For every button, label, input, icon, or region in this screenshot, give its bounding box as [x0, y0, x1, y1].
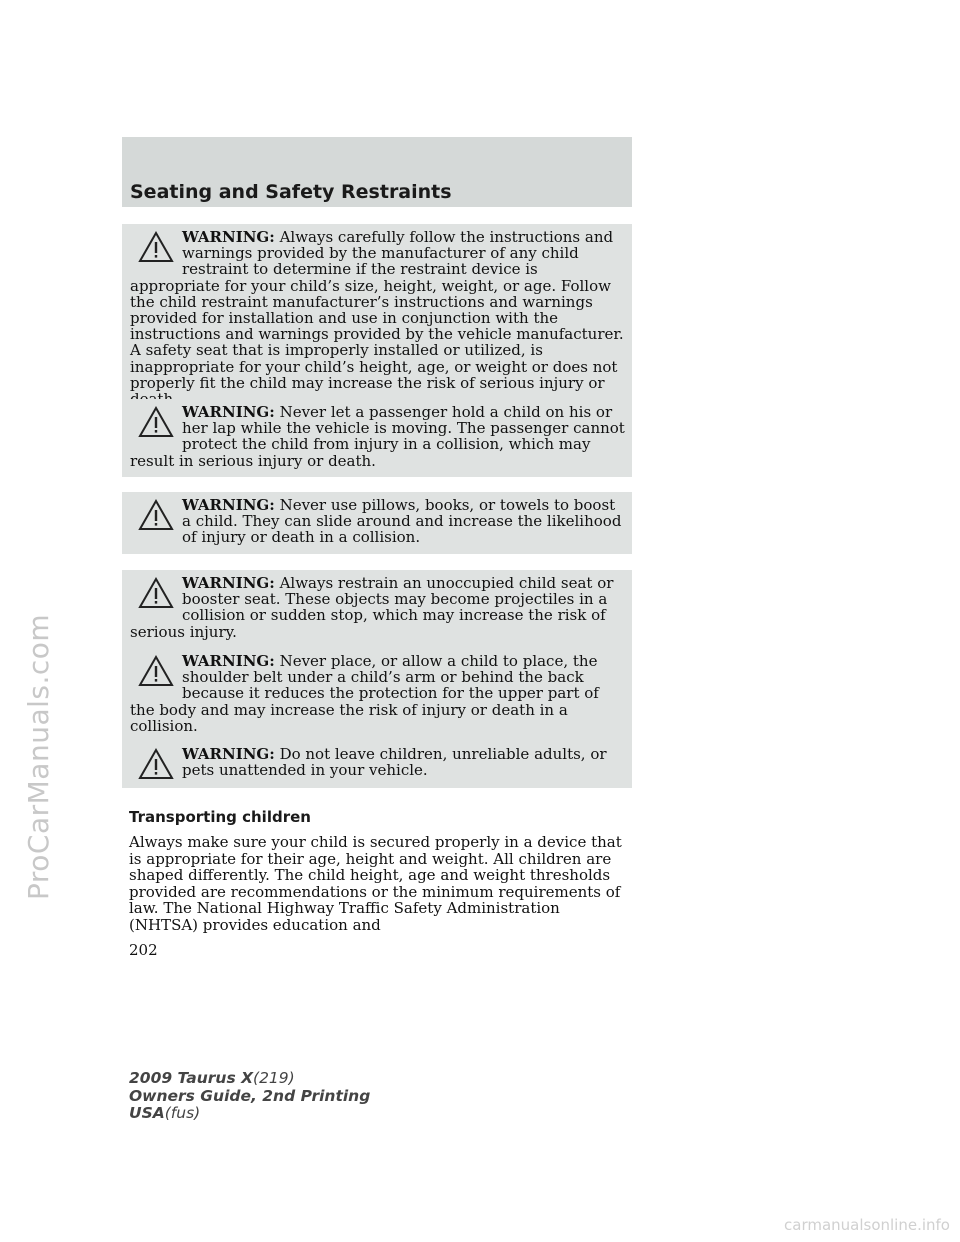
footer-region: USA [129, 1104, 165, 1122]
warning-label: WARNING: [182, 496, 275, 514]
warning-label: WARNING: [182, 228, 275, 246]
warning-text: Always carefully follow the instructions and warnings provided by the manufacturer of any child restraint to determine if the restraint device is appropriate for your child’s size, height, weight, or age. Follow the child restraint manufacturer’s instructions and warnings provided for installation and use in conjunction with the instructions and warnings provided by the vehicle manufacturer. A safety seat that is improperly installed or utilized, is inappropriate for your child’s height, age, or weight or does not properly fit the child may increase the risk of serious injury or [130, 228, 624, 392]
warning-label: WARNING: [182, 652, 275, 670]
warning-text: Never let a passenger hold a child on his or her lap while the vehicle is moving. The passenger cannot protect the child from injury in a collision, which may result in serious injury or death. [130, 403, 625, 470]
warning-triangle-icon [138, 499, 174, 531]
warning-label: WARNING: [182, 574, 275, 592]
footer [129, 1070, 370, 1123]
warning-text: Always restrain an unoccupied child seat or booster seat. These objects may become projectiles in a collision or sudden stop, which may increase the risk of serious injury. [130, 574, 614, 641]
footer-region-code: (fus) [164, 1104, 201, 1122]
warning-box [122, 741, 632, 788]
warning-box [122, 224, 632, 415]
footer-guide: Owners Guide, 2nd Printing [129, 1086, 371, 1105]
warning-box [122, 648, 632, 742]
section-header-band [122, 137, 632, 207]
footer-model: 2009 Taurus X [129, 1069, 254, 1087]
warning-label: WARNING: [182, 403, 275, 421]
page-title: Seating and Safety Restraints [130, 181, 452, 203]
warning-box [122, 570, 632, 648]
warning-text: Never use pillows, books, or towels to boost a child. They can slide around and increase the likelihood of injury or death in a collision. [182, 496, 622, 547]
warning-triangle-icon [138, 577, 174, 609]
section-heading: Transporting children [129, 808, 311, 826]
warning-triangle-icon [138, 406, 174, 438]
watermark: ProCarManuals.com [22, 613, 55, 900]
body-paragraph: Always make sure your child is secured properly in a device that is appropriate for their age, height and weight. All children are shaped differently. The child height, age and weight thresholds provided are recommendations or the minimum requirements of law. The National Highway Traffic Safety Administration (NHTSA) provides education and [129, 833, 622, 934]
page-number: 202 [129, 941, 158, 959]
footer-model-code: (219) [253, 1069, 295, 1087]
warning-label: WARNING: [182, 745, 275, 763]
warning-triangle-icon [138, 231, 174, 263]
warning-box [122, 492, 632, 554]
warning-text: Never place, or allow a child to place, the shoulder belt under a child’s arm or behind the back because it reduces the protection for the upper part of the body and may increase the risk of injury or death in a collision. [130, 652, 599, 735]
warning-triangle-icon [138, 655, 174, 687]
warning-box [122, 399, 632, 477]
warning-triangle-icon [138, 748, 174, 780]
site-watermark: carmanualsonline.info [784, 1216, 950, 1234]
warning-text: Do not leave children, unreliable adults, or pets unattended in your vehicle. [182, 745, 607, 780]
